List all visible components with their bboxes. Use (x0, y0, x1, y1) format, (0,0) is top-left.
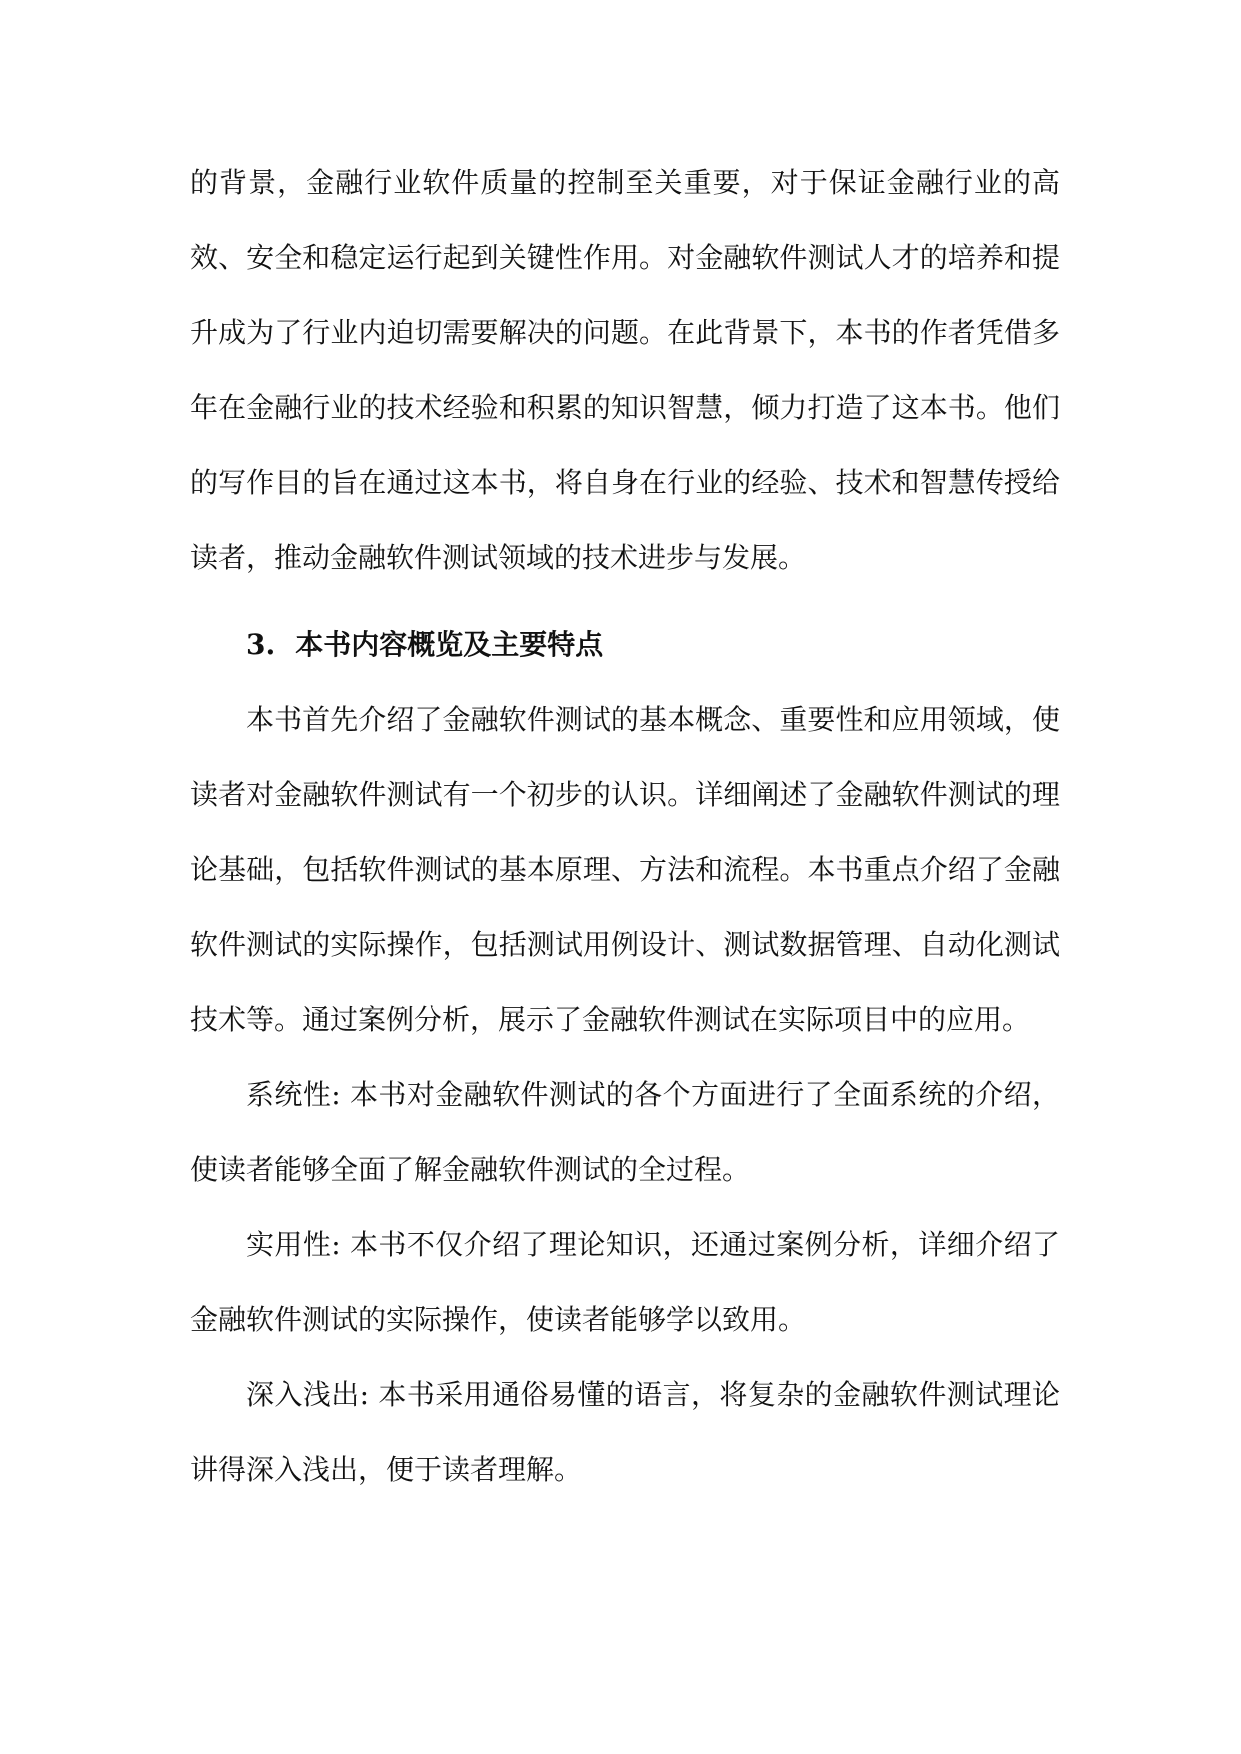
paragraph-overview: 本书首先介绍了金融软件测试的基本概念、重要性和应用领域，使读者对金融软件测试有一个初步的认识。详细阐述了金融软件测试的理论基础，包括软件测试的基本原理、方法和流程。本书重点介绍了金融软件测试的实际操作，包括测试用例设计、测试数据管理、自动化测试技术等。通过案例分析，展示了金融软件测试在实际项目中的应用。 (190, 703, 1060, 1036)
section-heading (190, 607, 1060, 682)
paragraph-systematic: 系统性: 本书对金融软件测试的各个方面进行了全面系统的介绍，使读者能够全面了解金融软件测试的全过程。 (190, 1078, 1060, 1186)
section-title: 本书内容概览及主要特点 (295, 628, 604, 661)
document-body (190, 145, 1060, 1507)
paragraph-practical: 实用性: 本书不仅介绍了理论知识，还通过案例分析，详细介绍了金融软件测试的实际操作，使读者能够学以致用。 (190, 1228, 1060, 1336)
paragraph-background: 的背景，金融行业软件质量的控制至关重要，对于保证金融行业的高效、安全和稳定运行起到关键性作用。对金融软件测试人才的培养和提升成为了行业内迫切需要解决的问题。在此背景下，本书的作者凭借多年在金融行业的技术经验和积累的知识智慧，倾力打造了这本书。他们的写作目的旨在通过这本书，将自身在行业的经验、技术和智慧传授给读者，推动金融软件测试领域的技术进步与发展。 (190, 166, 1060, 574)
paragraph-accessible: 深入浅出: 本书采用通俗易懂的语言，将复杂的金融软件测试理论讲得深入浅出，便于读者理解。 (190, 1378, 1060, 1486)
section-number: 3. (246, 628, 276, 661)
